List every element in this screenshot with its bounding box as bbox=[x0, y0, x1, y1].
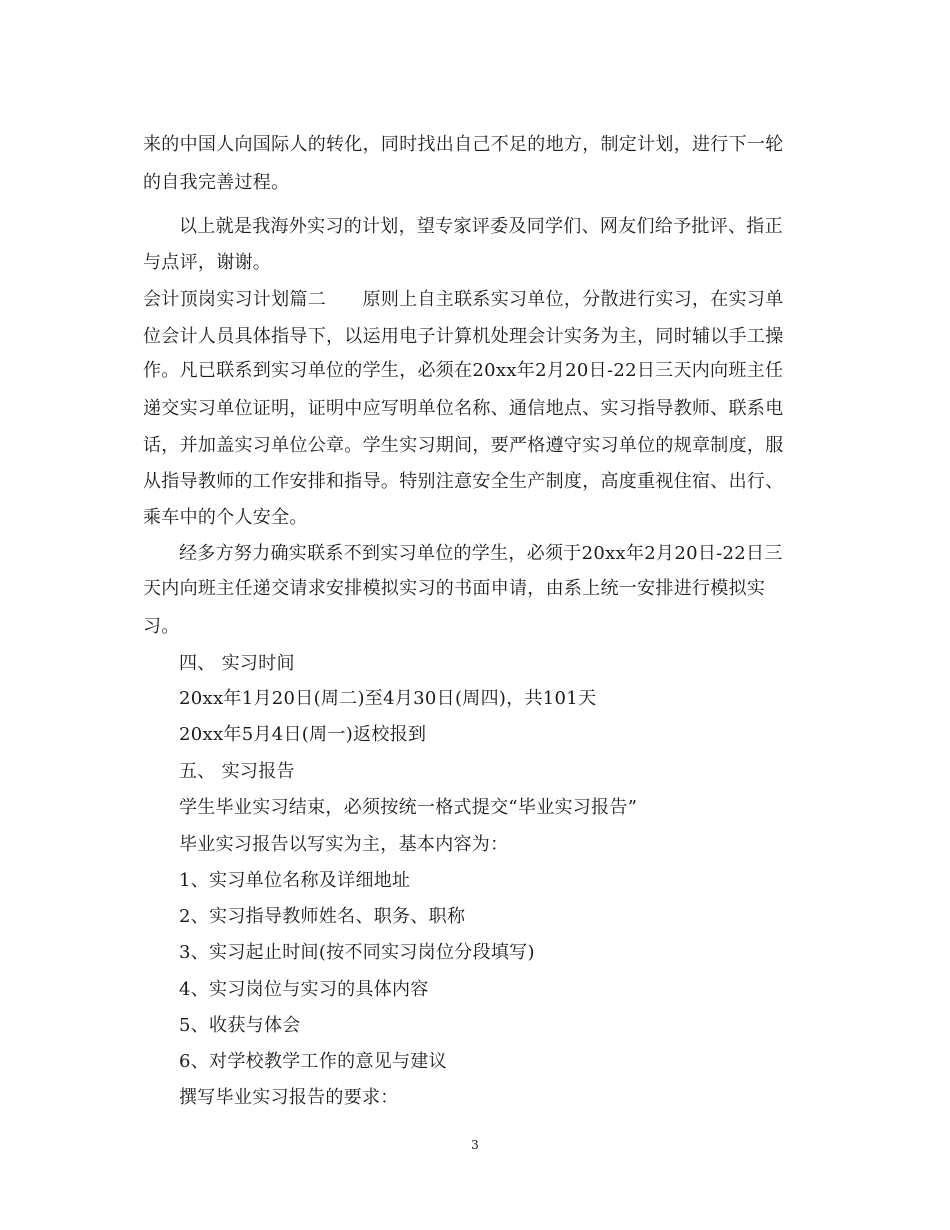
text-line: 递交实习单位证明，证明中应写明单位名称、通信地点、实习指导教师、联系电 bbox=[143, 398, 784, 419]
text-line: 来的中国人向国际人的转化，同时找出自己不足的地方，制定计划，进行下一轮 bbox=[143, 134, 784, 155]
text-line: 从指导教师的工作安排和指导。特别注意安全生产制度，高度重视住宿、出行、 bbox=[143, 471, 784, 492]
text-line: 20xx年5月4日(周一)返校报到 bbox=[179, 724, 427, 745]
page-number: 3 bbox=[471, 1138, 479, 1152]
text-line: 毕业实习报告以写实为主，基本内容为： bbox=[179, 834, 509, 855]
text-line: 天内向班主任递交请求安排模拟实习的书面申请，由系上统一安排进行模拟实 bbox=[143, 578, 766, 599]
list-item: 1、实习单位名称及详细地址 bbox=[179, 870, 411, 891]
text-line: 话，并加盖实习单位公章。学生实习期间，要严格遵守实习单位的规章制度，服 bbox=[143, 435, 784, 456]
text-line: 与点评，谢谢。 bbox=[143, 252, 272, 273]
text-line: 经多方努力确实联系不到实习单位的学生，必须于20xx年2月20日-22日三 bbox=[179, 543, 783, 564]
text-line: 学生毕业实习结束，必须按统一格式提交“毕业实习报告” bbox=[179, 797, 638, 818]
section-heading: 五、 实习报告 bbox=[179, 761, 295, 782]
text-line: 以上就是我海外实习的计划，望专家评委及同学们、网友们给予批评、指正 bbox=[179, 216, 783, 237]
text-line: 20xx年1月20日(周二)至4月30日(周四)，共101天 bbox=[179, 688, 597, 709]
list-item: 6、对学校教学工作的意见与建议 bbox=[179, 1051, 447, 1072]
text-line: 撰写毕业实习报告的要求： bbox=[179, 1087, 399, 1108]
text-line: 乘车中的个人安全。 bbox=[143, 507, 308, 528]
section-heading-line: 会计顶岗实习计划篇二 原则上自主联系实习单位，分散进行实习，在实习单 bbox=[143, 289, 784, 310]
text-line: 的自我完善过程。 bbox=[143, 172, 290, 193]
list-item: 2、实习指导教师姓名、职务、职称 bbox=[179, 906, 466, 927]
list-item: 5、收获与体会 bbox=[179, 1015, 301, 1036]
text-line: 位会计人员具体指导下，以运用电子计算机处理会计实务为主，同时辅以手工操 bbox=[143, 326, 784, 347]
text-line: 作。凡已联系到实习单位的学生，必须在20xx年2月20日-22日三天内向班主任 bbox=[143, 360, 784, 381]
text-line: 习。 bbox=[143, 616, 180, 637]
list-item: 4、实习岗位与实习的具体内容 bbox=[179, 979, 429, 1000]
section-heading: 四、 实习时间 bbox=[179, 653, 295, 674]
list-item: 3、实习起止时间(按不同实习岗位分段填写) bbox=[179, 942, 535, 963]
